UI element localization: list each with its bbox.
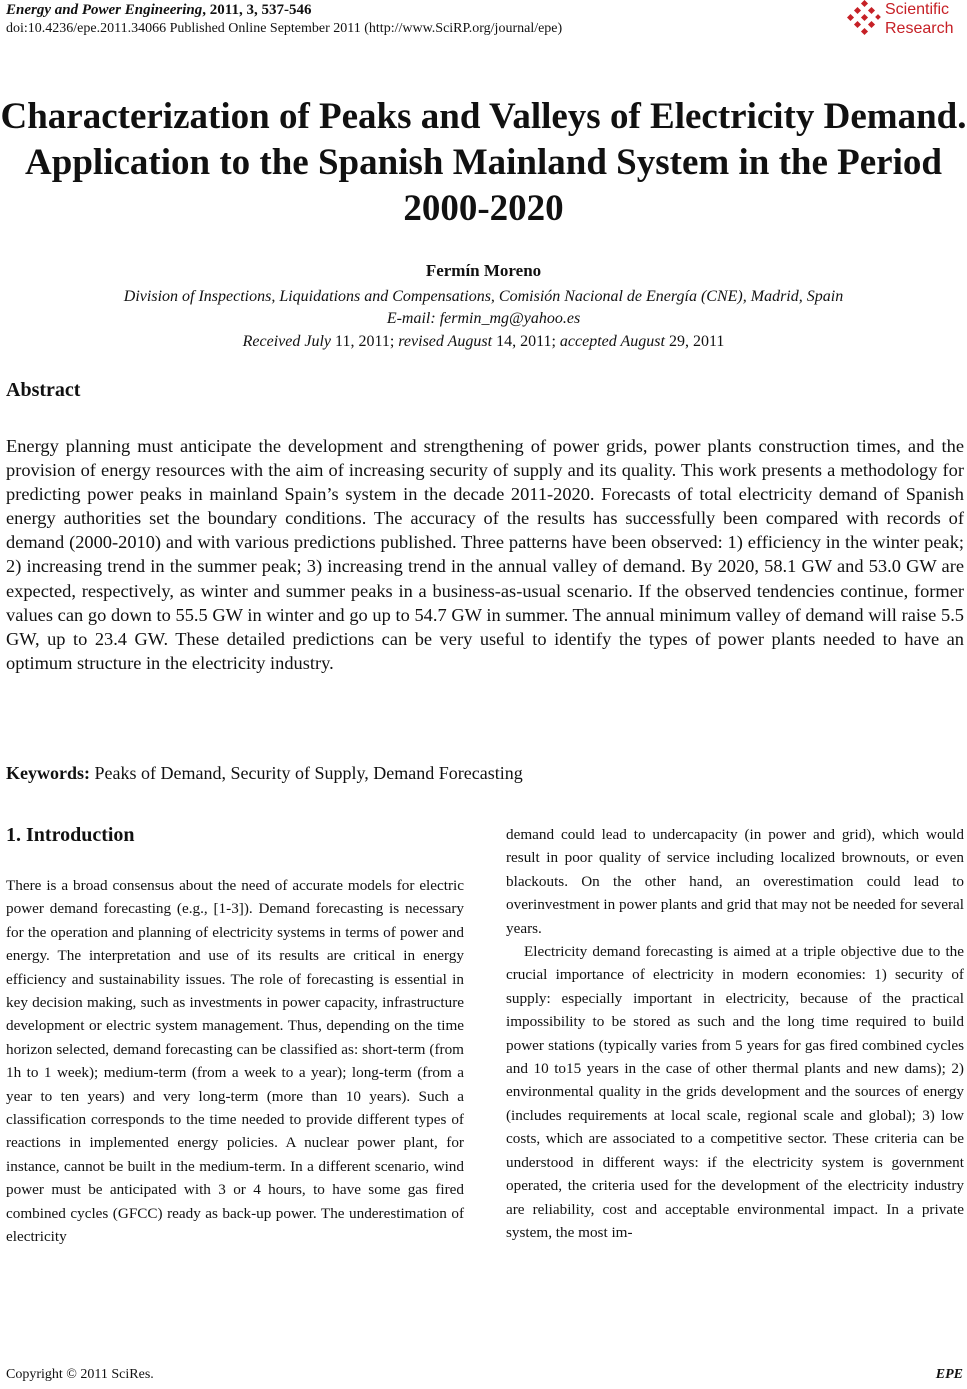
received-label: Received July bbox=[242, 333, 332, 350]
doi-line: doi:10.4236/epe.2011.34066 Published Online September 2011 (http://www.SciRP.org/journal/epe) bbox=[6, 21, 563, 36]
author-name: Fermín Moreno bbox=[425, 261, 542, 280]
accepted-date: 29, 2011 bbox=[664, 333, 725, 350]
journal-name: Energy and Power Engineering bbox=[6, 2, 203, 18]
volume-pages: , 2011, 3, 537-546 bbox=[202, 2, 312, 18]
author-affiliation: Division of Inspections, Liquidations and Compensations, Comisión Nacional de Energía (CNE), Madrid, Spain bbox=[123, 288, 844, 305]
received-dates bbox=[0, 333, 967, 351]
intro-left-column: There is a broad consensus about the need of accurate models for electric power demand forecasting (e.g., [1-3]). Demand forecasting is necessary for the operation and planning of electricity systems in terms of power and energy. The interpretation and use of its results are critical in energy efficiency and sustainability issues. The role of forecasting is essential in key decision making, such as investments in power capacity, infrastructure development or electric system management. Thus, depending on the time horizon selected, demand forecasting can be classified as: short-term (from 1h to 1 week); medium-term (from a week to a year); long-term (from a year to ten years) and very long-term (more than 10 years). Such a classification corresponds to the time needed to provide different types of reactions in implemented energy policies. A nuclear power plant, for instance, cannot be built in the medium-term. In a different scenario, wind power must be anticipated with 3 or 4 hours, to have some gas fired combined cycles (GFCC) ready as back-up power. The underestimation of electricity bbox=[6, 877, 464, 1246]
author-email: E-mail: fermin_mg@yahoo.es bbox=[386, 310, 581, 327]
publisher-logo bbox=[847, 0, 963, 44]
paper-title: Characterization of Peaks and Valleys of Electricity Demand. Application to the Spanish Mainland System in the Period 2000-2020 bbox=[0, 96, 967, 229]
footer-journal-abbr: EPE bbox=[935, 1367, 963, 1382]
received-date: 11, 2011; bbox=[331, 333, 399, 350]
revised-label: revised August bbox=[398, 333, 493, 350]
logo-mark-icon bbox=[847, 0, 881, 40]
intro-right-column bbox=[506, 823, 964, 1244]
keywords-label: Keywords: bbox=[6, 763, 90, 783]
intro-right-paragraph-2: Electricity demand forecasting is aimed at a triple objective due to the crucial importance of electricity in modern economies: 1) security of supply: especially important in electricity, because of the practical impossibility to be stored as such and the long time required to build power stations (typically varies from 5 years for gas fired combined cycles and 10 to15 years in the case of other thermal plants and new dams); 2) environmental quality in the grids development and the sources of energy (includes requirements at local scale, regional scale and global); 3) low costs, which are associated to a competitive sector. These criteria can be understood in different ways: if the electricity system is government operated, the criteria used for the development of the electricity industry are reliability, cost and acceptable environmental impact. In a private system, the most im- bbox=[506, 943, 964, 1241]
keywords-text: Peaks of Demand, Security of Supply, Demand Forecasting bbox=[90, 763, 523, 783]
logo-text bbox=[885, 0, 953, 38]
logo-line-2: Research bbox=[885, 20, 954, 37]
accepted-label: accepted August bbox=[559, 333, 665, 350]
journal-citation bbox=[6, 2, 311, 19]
keywords bbox=[6, 763, 523, 784]
revised-date: 14, 2011; bbox=[492, 333, 560, 350]
logo-line-1: Scientific bbox=[885, 1, 950, 18]
footer-copyright: Copyright © 2011 SciRes. bbox=[6, 1367, 154, 1382]
intro-right-paragraph-1: demand could lead to undercapacity (in power and grid), which would result in poor quality of service including localized brownouts, or even blackouts. On the other hand, an overestimation could lead to overinvestment in power plants and grid that may not be needed for several years. bbox=[506, 826, 965, 937]
section-heading-introduction: 1. Introduction bbox=[6, 824, 135, 846]
abstract-heading: Abstract bbox=[6, 379, 81, 401]
abstract-text: Energy planning must anticipate the development and strengthening of power grids, power plants construction times, and the provision of energy resources with the aim of increasing security of supply and its quality. This work presents a methodology for predicting power peaks in mainland Spain’s system in the decade 2011-2020. Forecasts of total electricity demand of Spanish energy authorities set the boundary conditions. The accuracy of the results has successfully been compared with records of demand (2000-2010) and with various predictions published. Three patterns have been observed: 1) efficiency in the winter peak; 2) increasing trend in the summer peak; 3) increasing trend in the annual valley of demand. By 2020, 58.1 GW and 53.0 GW are expected, respectively, as winter and summer peaks in a business-as-usual scenario. If the observed tendencies continue, former values can go down to 55.5 GW in winter and go up to 54.7 GW in summer. The annual minimum valley of demand will raise 5.5 GW, up to 23.4 GW. These detailed predictions can be very useful to identify the types of power plants needed to have an optimum structure in the electricity industry. bbox=[6, 436, 964, 673]
